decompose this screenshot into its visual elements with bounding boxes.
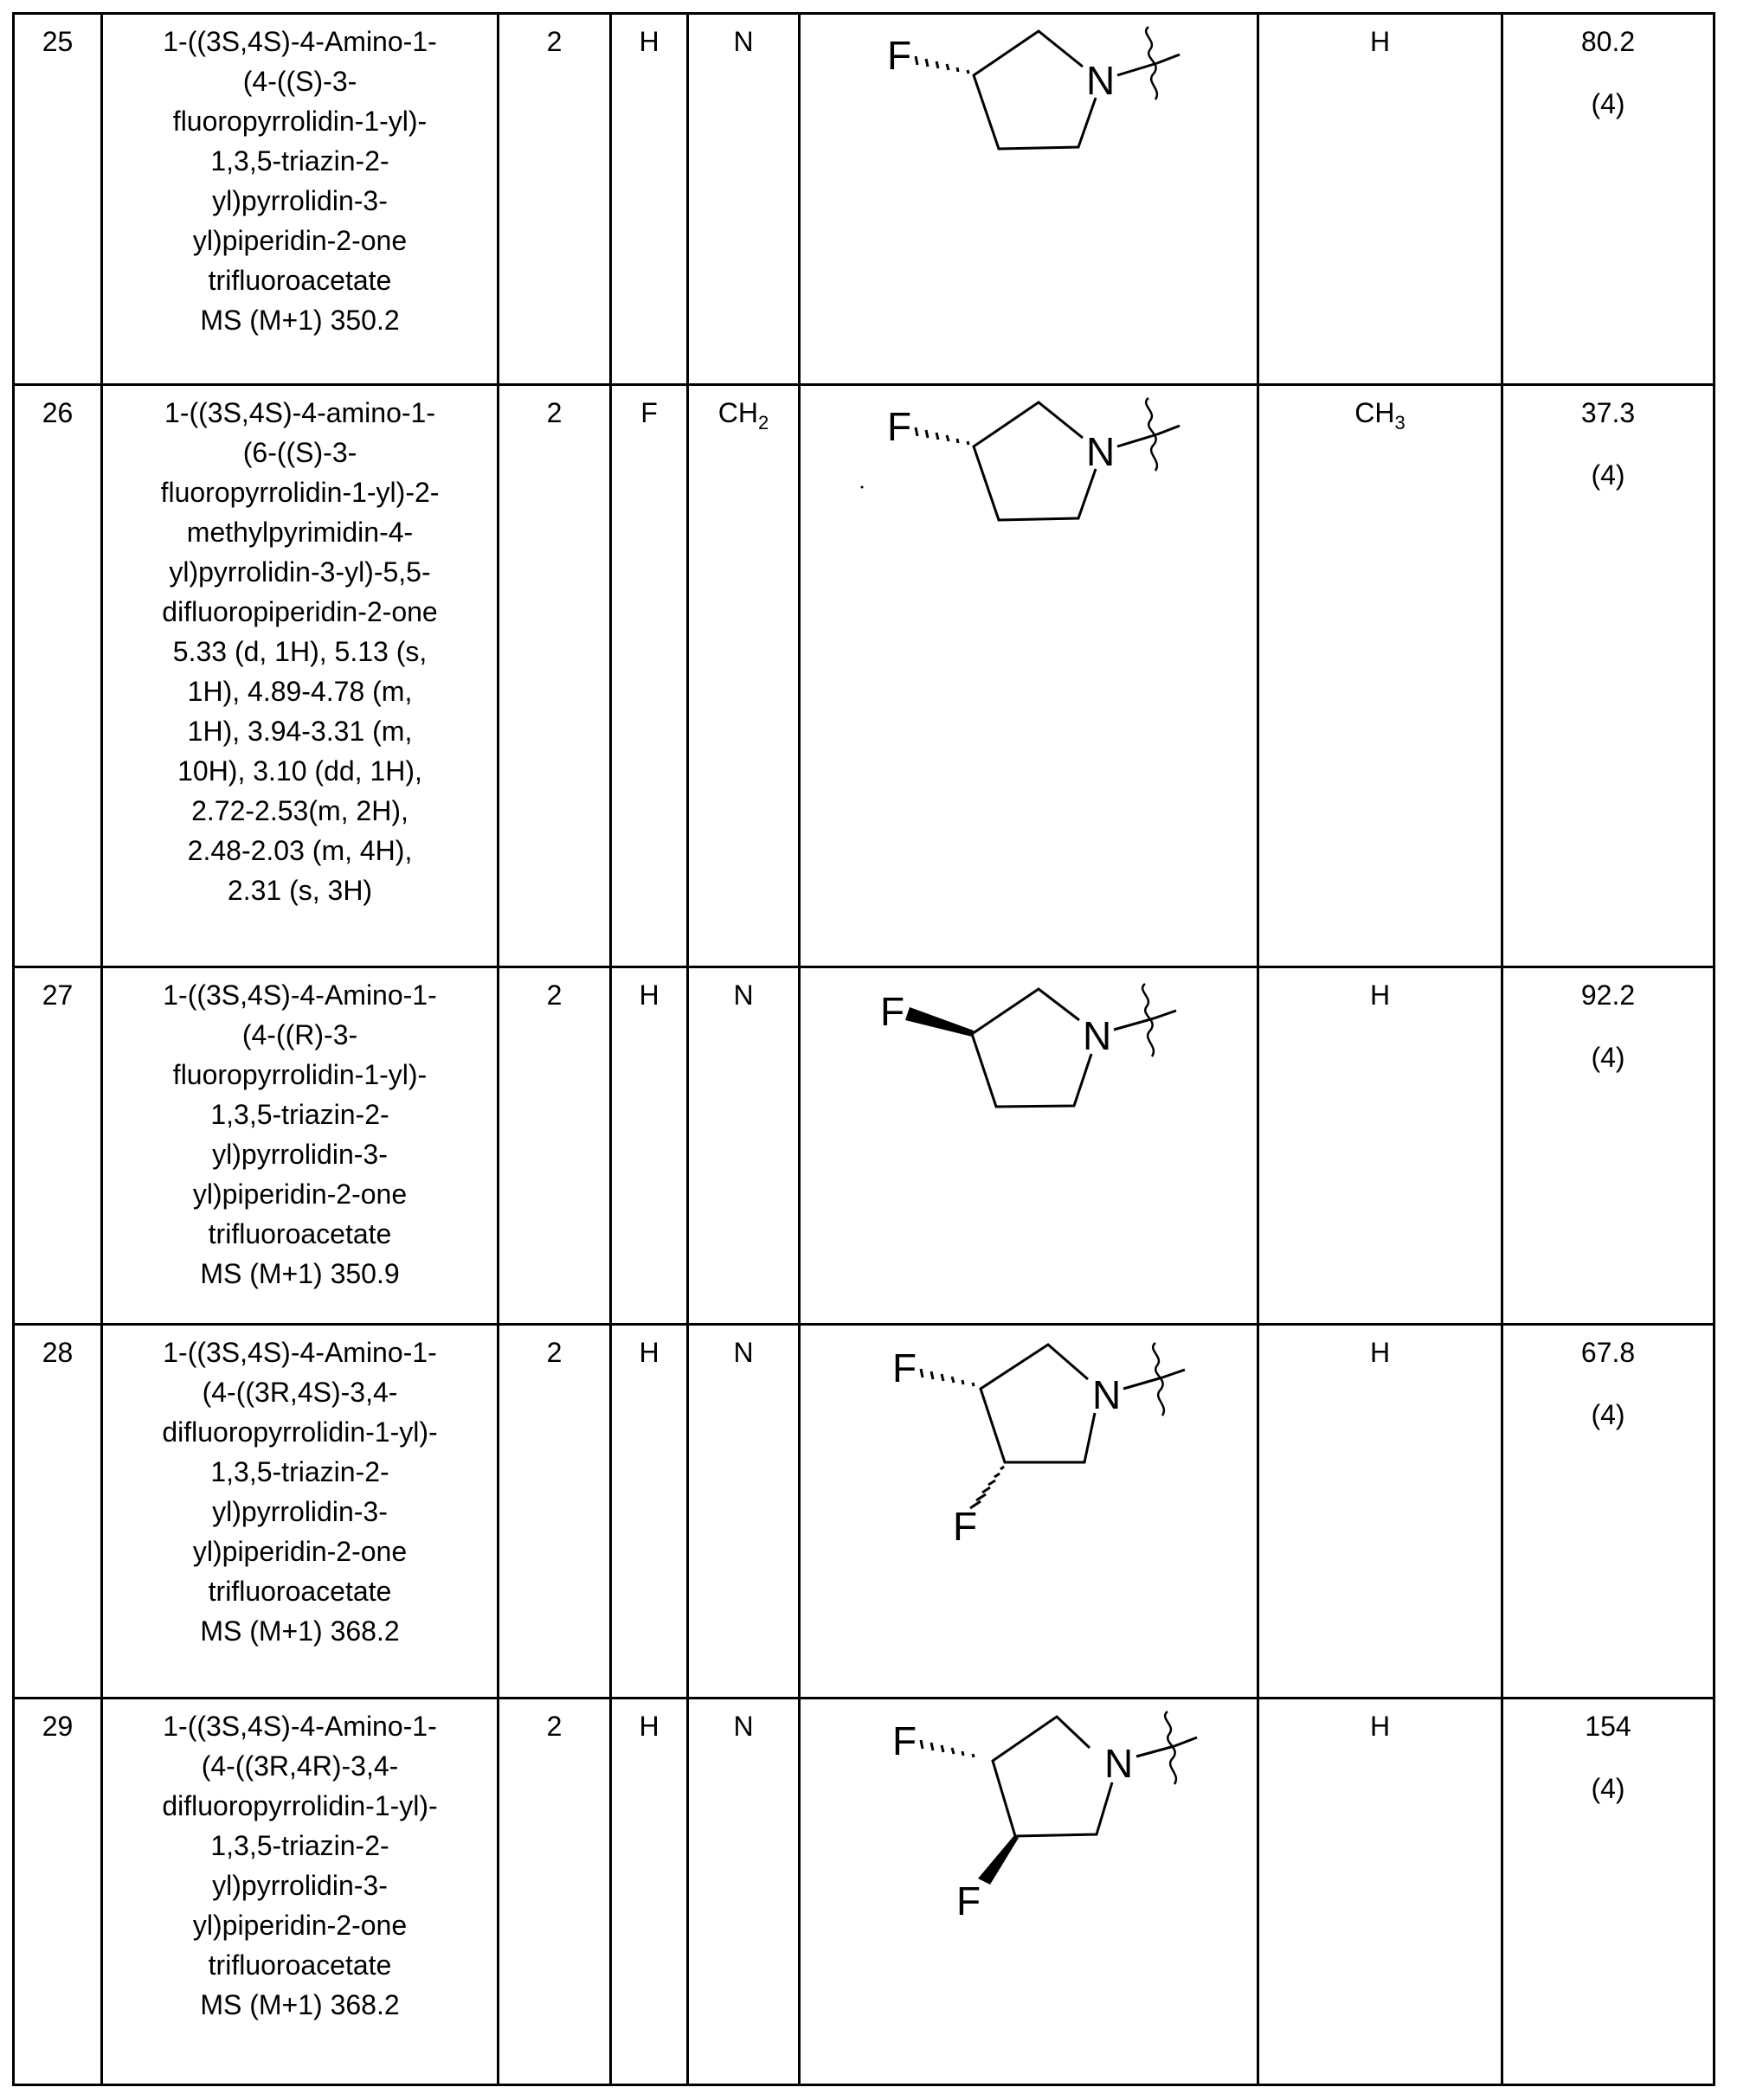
x-cell <box>609 15 686 384</box>
ic50-value: 80.2 <box>1580 26 1636 57</box>
name-line: (4-((R)-3- <box>241 1019 358 1050</box>
n-cell <box>497 1699 609 2084</box>
name-line: yl)piperidin-2-one <box>192 1536 408 1567</box>
name-line: difluoropyrrolidin-1-yl)- <box>162 1790 438 1821</box>
name-line: MS (M+1) 350.2 <box>200 305 400 336</box>
n-cell <box>497 1326 609 1697</box>
table-row <box>12 966 1715 1323</box>
example-number-cell <box>12 1699 100 2084</box>
compound-name-cell <box>100 968 497 1323</box>
nmr-line: 1H), 3.94-3.31 (m, <box>187 716 413 747</box>
structure-cell <box>798 1326 1257 1697</box>
example-number: 25 <box>42 26 74 57</box>
table-row <box>12 1697 1715 2086</box>
nmr-line: 5.33 (d, 1H), 5.13 (s, <box>172 636 428 667</box>
x-cell <box>609 1326 686 1697</box>
name-line: difluoropiperidin-2-one <box>162 596 438 627</box>
wedge-bond-icon <box>978 1835 1019 1885</box>
name-line: 1-((3S,4S)-4-Amino-1- <box>163 26 437 57</box>
name-line: 1,3,5-triazin-2- <box>210 1456 389 1487</box>
name-line: yl)pyrrolidin-3- <box>212 185 388 216</box>
compound-name-cell <box>100 1326 497 1697</box>
x-value: H <box>639 26 659 57</box>
ic50-count: (4) <box>1591 1773 1625 1804</box>
ic50-count: (4) <box>1591 88 1625 119</box>
name-line: methylpyrimidin-4- <box>186 517 414 548</box>
ic50-count: (4) <box>1591 459 1625 491</box>
r-cell <box>1257 15 1501 384</box>
ic50-value: 67.8 <box>1580 1337 1636 1368</box>
y-cell <box>686 15 798 384</box>
structure-cell <box>798 1699 1257 2084</box>
fluorine-atom-label: F <box>892 1718 917 1763</box>
name-line: (4-((S)-3- <box>242 66 357 97</box>
y-subscript: 2 <box>757 412 769 433</box>
x-cell <box>609 1699 686 2084</box>
x-value: H <box>639 1711 659 1742</box>
y-cell <box>686 1326 798 1697</box>
compound-name-cell <box>100 386 497 966</box>
x-value: H <box>639 979 659 1011</box>
name-line: 1,3,5-triazin-2- <box>210 1099 389 1130</box>
fluoropyrrolidine-structure-icon <box>801 968 1259 1326</box>
nitrogen-atom-label: N <box>1083 1013 1112 1058</box>
x-value: F <box>640 397 658 428</box>
name-line: yl)pyrrolidin-3- <box>212 1139 388 1170</box>
structure-cell <box>798 15 1257 384</box>
name-line: yl)piperidin-2-one <box>192 1178 408 1210</box>
name-line: MS (M+1) 350.9 <box>200 1258 400 1289</box>
fluoropyrrolidine-structure-icon <box>801 386 1259 968</box>
name-line: fluoropyrrolidin-1-yl)-2- <box>160 477 440 508</box>
ic50-cell <box>1501 1699 1715 2084</box>
nmr-line: 10H), 3.10 (dd, 1H), <box>177 755 422 787</box>
name-line: MS (M+1) 368.2 <box>200 1989 400 2020</box>
x-cell <box>609 968 686 1323</box>
ic50-cell <box>1501 386 1715 966</box>
table-row <box>12 383 1715 966</box>
nmr-line: 1H), 4.89-4.78 (m, <box>187 676 413 707</box>
example-number-cell <box>12 386 100 966</box>
wedge-bond-icon <box>905 1007 974 1037</box>
name-line: trifluoroacetate <box>208 265 392 296</box>
difluoropyrrolidine-structure-icon <box>801 1699 1259 2089</box>
example-number: 26 <box>42 397 74 428</box>
name-line: fluoropyrrolidin-1-yl)- <box>172 106 428 137</box>
name-line: 1-((3S,4S)-4-Amino-1- <box>163 1337 437 1368</box>
ic50-cell <box>1501 15 1715 384</box>
example-number: 28 <box>42 1337 74 1368</box>
ic50-cell <box>1501 968 1715 1323</box>
name-line: MS (M+1) 368.2 <box>200 1615 400 1647</box>
fluorine-atom-label: F <box>887 33 912 78</box>
name-line: yl)pyrrolidin-3-yl)-5,5- <box>169 556 431 588</box>
n-cell <box>497 15 609 384</box>
ic50-cell <box>1501 1326 1715 1697</box>
table-row <box>12 12 1715 384</box>
compound-name-cell <box>100 1699 497 2084</box>
attachment-squiggle-icon <box>1146 398 1157 471</box>
n-cell <box>497 968 609 1323</box>
table-row <box>12 1323 1715 1697</box>
example-number-cell <box>12 15 100 384</box>
r-cell <box>1257 1699 1501 2084</box>
r-value: H <box>1369 1337 1391 1368</box>
fluorine-atom-label: F <box>892 1345 917 1390</box>
y-value: N <box>733 1711 754 1742</box>
name-line: 1-((3S,4S)-4-amino-1- <box>164 397 435 428</box>
ic50-count: (4) <box>1591 1042 1625 1073</box>
example-number-cell <box>12 1326 100 1697</box>
n-value: 2 <box>546 1337 563 1368</box>
r-cell <box>1257 1326 1501 1697</box>
name-line: 1-((3S,4S)-4-Amino-1- <box>163 1711 437 1742</box>
name-line: (6-((S)-3- <box>242 437 357 468</box>
example-number: 27 <box>42 979 74 1011</box>
y-value: N <box>733 26 754 57</box>
nmr-line: 2.31 (s, 3H) <box>227 875 373 906</box>
nmr-line: 2.72-2.53(m, 2H), <box>191 795 409 826</box>
n-value: 2 <box>546 26 563 57</box>
name-line: yl)piperidin-2-one <box>192 1910 408 1941</box>
nitrogen-atom-label: N <box>1092 1372 1122 1417</box>
name-line: difluoropyrrolidin-1-yl)- <box>162 1416 438 1448</box>
ic50-count: (4) <box>1591 1399 1625 1430</box>
fluorine-atom-label: F <box>880 989 905 1034</box>
nitrogen-atom-label: N <box>1086 58 1116 103</box>
x-cell <box>609 386 686 966</box>
example-number: 29 <box>42 1711 74 1742</box>
fluorine-atom-label: F <box>956 1878 981 1923</box>
fluorine-atom-label: F <box>887 404 912 449</box>
name-line: yl)piperidin-2-one <box>192 225 408 256</box>
fluorine-atom-label: F <box>953 1504 978 1549</box>
name-line: yl)pyrrolidin-3- <box>212 1870 388 1901</box>
n-value: 2 <box>546 1711 563 1742</box>
name-line: 1-((3S,4S)-4-Amino-1- <box>163 979 437 1011</box>
fluoropyrrolidine-structure-icon <box>801 15 1259 387</box>
r-subscript: 3 <box>1394 412 1406 433</box>
name-line: (4-((3R,4S)-3,4- <box>202 1377 398 1408</box>
y-cell <box>686 968 798 1323</box>
y-value: CH <box>717 397 758 428</box>
y-cell <box>686 386 798 966</box>
name-line: trifluoroacetate <box>208 1218 392 1249</box>
x-value: H <box>639 1337 659 1368</box>
y-value: N <box>733 979 754 1011</box>
attachment-squiggle-icon <box>1146 27 1157 100</box>
name-line: (4-((3R,4R)-3,4- <box>201 1750 399 1782</box>
n-cell <box>497 386 609 966</box>
nitrogen-atom-label: N <box>1086 429 1116 474</box>
nmr-line: 2.48-2.03 (m, 4H), <box>187 835 413 866</box>
structure-cell <box>798 386 1257 966</box>
name-line: fluoropyrrolidin-1-yl)- <box>172 1059 428 1090</box>
nitrogen-atom-label: N <box>1104 1741 1134 1786</box>
name-line: 1,3,5-triazin-2- <box>210 1830 389 1861</box>
compound-name-cell <box>100 15 497 384</box>
name-line: trifluoroacetate <box>208 1576 392 1607</box>
structure-cell <box>798 968 1257 1323</box>
difluoropyrrolidine-structure-icon <box>801 1326 1259 1699</box>
ic50-value: 37.3 <box>1580 397 1636 428</box>
r-value: H <box>1369 1711 1391 1742</box>
n-value: 2 <box>546 979 563 1011</box>
name-line: trifluoroacetate <box>208 1949 392 1981</box>
r-value: H <box>1369 26 1391 57</box>
ic50-value: 154 <box>1585 1711 1631 1742</box>
y-value: N <box>733 1337 754 1368</box>
r-value: H <box>1369 979 1391 1011</box>
r-cell <box>1257 386 1501 966</box>
ic50-value: 92.2 <box>1580 979 1636 1011</box>
y-cell <box>686 1699 798 2084</box>
r-value: CH <box>1354 397 1395 428</box>
name-line: yl)pyrrolidin-3- <box>212 1496 388 1527</box>
name-line: 1,3,5-triazin-2- <box>210 145 389 177</box>
r-cell <box>1257 968 1501 1323</box>
n-value: 2 <box>546 397 563 428</box>
example-number-cell <box>12 968 100 1323</box>
